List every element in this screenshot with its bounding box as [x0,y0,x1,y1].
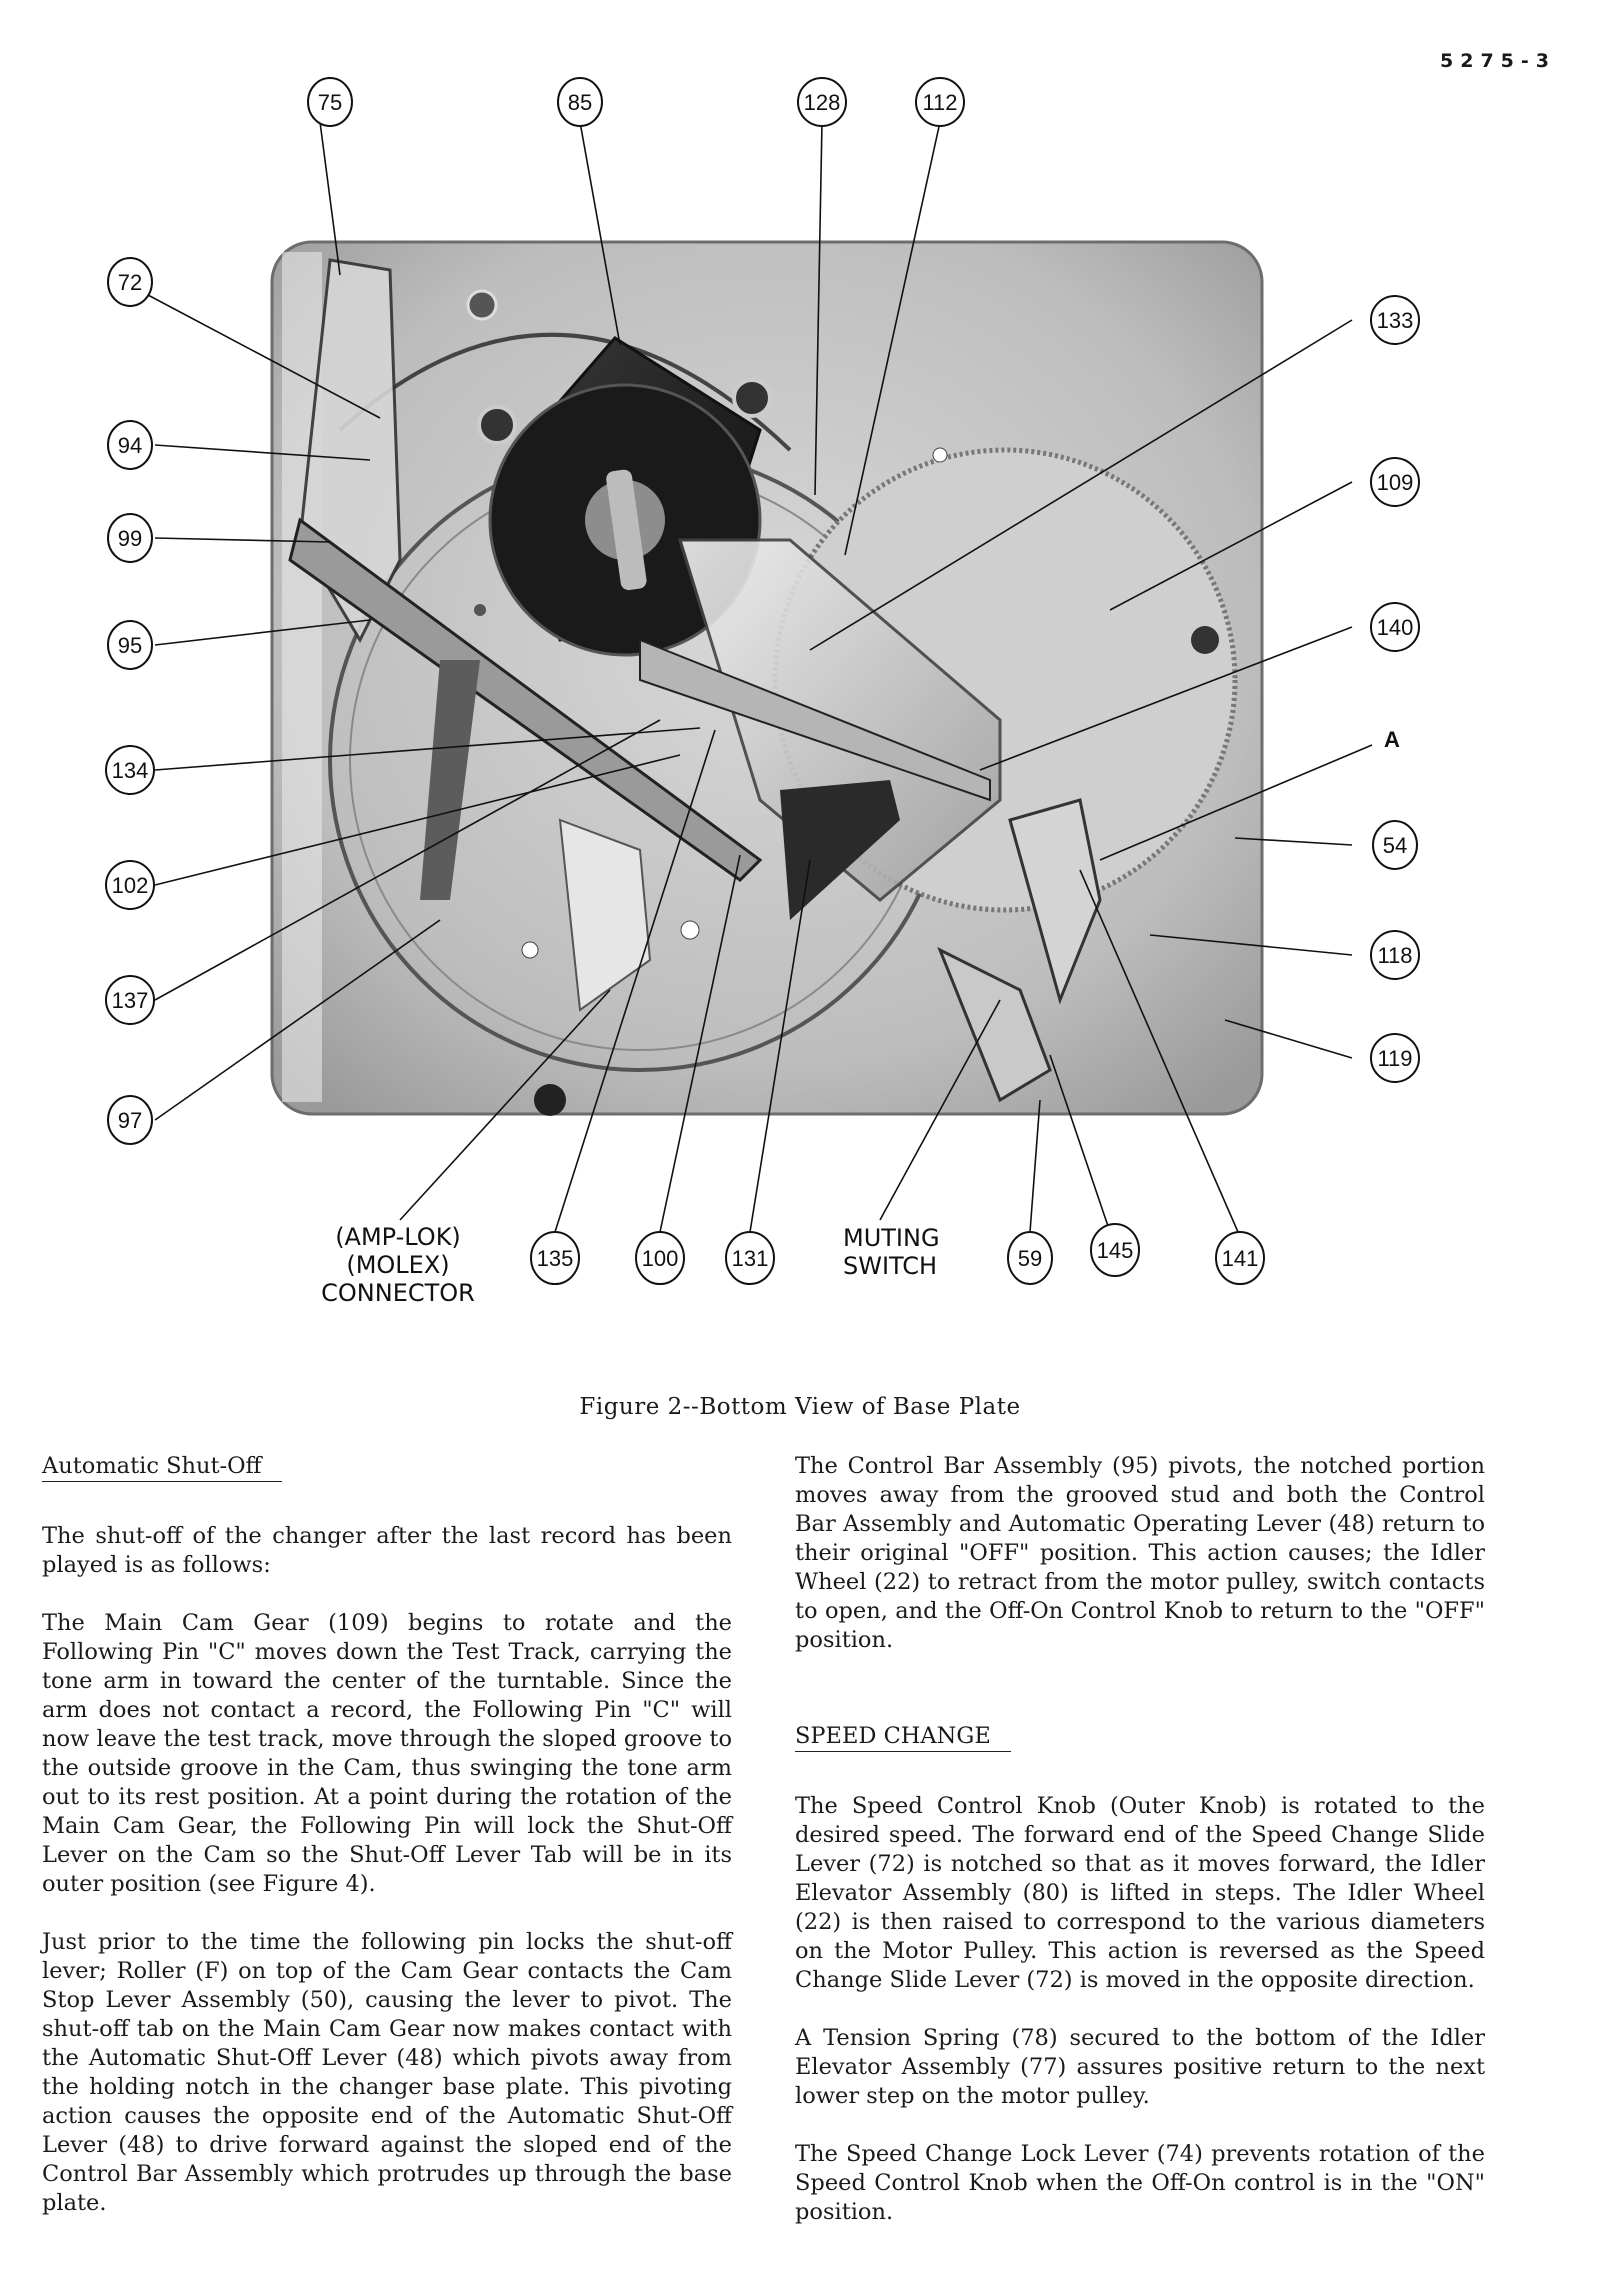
callout-75 [308,78,352,126]
bottom-callouts [321,1223,1264,1307]
svg-text:(AMP-LOK): (AMP-LOK) [335,1223,461,1251]
svg-text:59: 59 [1017,1246,1043,1271]
muting-switch-label [843,1224,940,1280]
svg-text:102: 102 [111,873,149,898]
callout-137 [106,976,154,1024]
right-callouts [1371,296,1419,1082]
svg-text:131: 131 [731,1246,769,1271]
left-column [42,1452,732,2247]
svg-text:99: 99 [117,526,143,551]
svg-text:SWITCH: SWITCH [843,1252,938,1280]
callout-145 [1091,1224,1139,1276]
svg-text:85: 85 [567,90,593,115]
svg-text:109: 109 [1376,470,1414,495]
svg-text:(MOLEX): (MOLEX) [346,1251,450,1279]
base-plate-photo [272,242,1262,1116]
svg-text:54: 54 [1382,833,1408,858]
callout-141 [1216,1232,1264,1284]
callout-100 [636,1232,684,1284]
page-number: 5275-3 [1440,50,1556,72]
callout-94 [108,421,152,469]
callout-128 [798,78,846,126]
paragraph: The Control Bar Assembly (95) pivots, the notched portion moves away from the grooved stud and both the Control Bar Assembly and Automatic Operating Lever (48) return to their original "OFF" position. This action causes; the Idler Wheel (22) to retract from the motor pulley, switch contacts to open, and the Off-On Control Knob to return to the "OFF" position. [795,1453,1485,1653]
paragraph: The shut-off of the changer after the last record has been played is as follows: [42,1523,732,1578]
callout-134 [106,746,154,794]
callout-140 [1371,603,1419,651]
callout-119 [1371,1034,1419,1082]
svg-text:MUTING: MUTING [843,1224,940,1252]
svg-text:135: 135 [536,1246,574,1271]
callout-a [1384,727,1400,752]
callout-85 [558,78,602,126]
section-heading-speed-change: SPEED CHANGE [795,1722,1011,1752]
section-heading-automatic-shut-off: Automatic Shut-Off [42,1452,282,1482]
paragraph: A Tension Spring (78) secured to the bottom of the Idler Elevator Assembly (77) assures positive return to the next lower step on the motor pulley. [795,2025,1485,2109]
figure-caption: Figure 2--Bottom View of Base Plate [579,1394,1021,1420]
callout-133 [1371,296,1419,344]
svg-text:118: 118 [1377,943,1413,968]
svg-text:137: 137 [111,988,149,1013]
svg-text:134: 134 [111,758,149,783]
svg-text:119: 119 [1377,1046,1413,1071]
callout-99 [108,514,152,562]
right-column [795,1452,1485,2256]
callout-95 [108,621,152,669]
top-callouts [308,78,964,126]
svg-text:112: 112 [922,90,958,115]
svg-text:141: 141 [1221,1246,1259,1271]
callout-102 [106,861,154,909]
paragraph: Just prior to the time the following pin locks the shut-off lever; Roller (F) on top of the Cam Gear contacts the Cam Stop Lever Assembly (50), causing the lever to pivot. The shut-off tab on the Main Cam Gear now makes contact with the Automatic Shut-Off Lever (48) which pivots away from the holding notch in the changer base plate. This pivoting action causes the opposite end of the Automatic Shut-Off Lever (48) to drive forward against the sloped end of the Control Bar Assembly which protrudes up through the base plate. [42,1929,732,2216]
svg-text:A: A [1384,727,1400,752]
svg-text:128: 128 [803,90,841,115]
left-callouts [106,258,154,1144]
callout-59 [1008,1232,1052,1284]
callout-131 [726,1232,774,1284]
svg-text:100: 100 [641,1246,679,1271]
svg-text:94: 94 [117,433,143,458]
svg-text:133: 133 [1376,308,1414,333]
callout-109 [1371,458,1419,506]
paragraph: The Speed Change Lock Lever (74) prevents rotation of the Speed Control Knob when the Off-On control is in the "ON" position. [795,2141,1485,2225]
svg-text:75: 75 [317,90,343,115]
svg-text:95: 95 [117,633,143,658]
paragraph: The Main Cam Gear (109) begins to rotate and the Following Pin "C" moves down the Test Track, carrying the tone arm in toward the center of the turntable. Since the arm does not contact a record, the Following Pin "C" will now leave the test track, move through the sloped groove to the outside groove in the Cam, thus swinging the tone arm out to its rest position. At a point during the rotation of the Main Cam Gear, the Following Pin will lock the Shut-Off Lever on the Cam so the Shut-Off Lever Tab will be in its outer position (see Figure 4). [42,1610,732,1897]
callout-72 [108,258,152,306]
svg-text:145: 145 [1096,1238,1134,1263]
callout-118 [1371,931,1419,979]
paragraph: The Speed Control Knob (Outer Knob) is rotated to the desired speed. The forward end of the Speed Change Slide Lever (72) is notched so that as it moves forward, the Idler Elevator Assembly (80) is lifted in steps. The Idler Wheel (22) is then raised to correspond to the various diameters on the Motor Pulley. This action is reversed as the Speed Change Slide Lever (72) is moved in the opposite direction. [795,1793,1485,1993]
svg-text:140: 140 [1376,615,1414,640]
connector-label [321,1223,475,1307]
callout-112 [916,78,964,126]
svg-text:72: 72 [117,270,143,295]
svg-text:97: 97 [117,1108,143,1133]
callout-135 [531,1232,579,1284]
callout-54 [1373,821,1417,869]
callout-97 [108,1096,152,1144]
svg-text:CONNECTOR: CONNECTOR [321,1279,475,1307]
